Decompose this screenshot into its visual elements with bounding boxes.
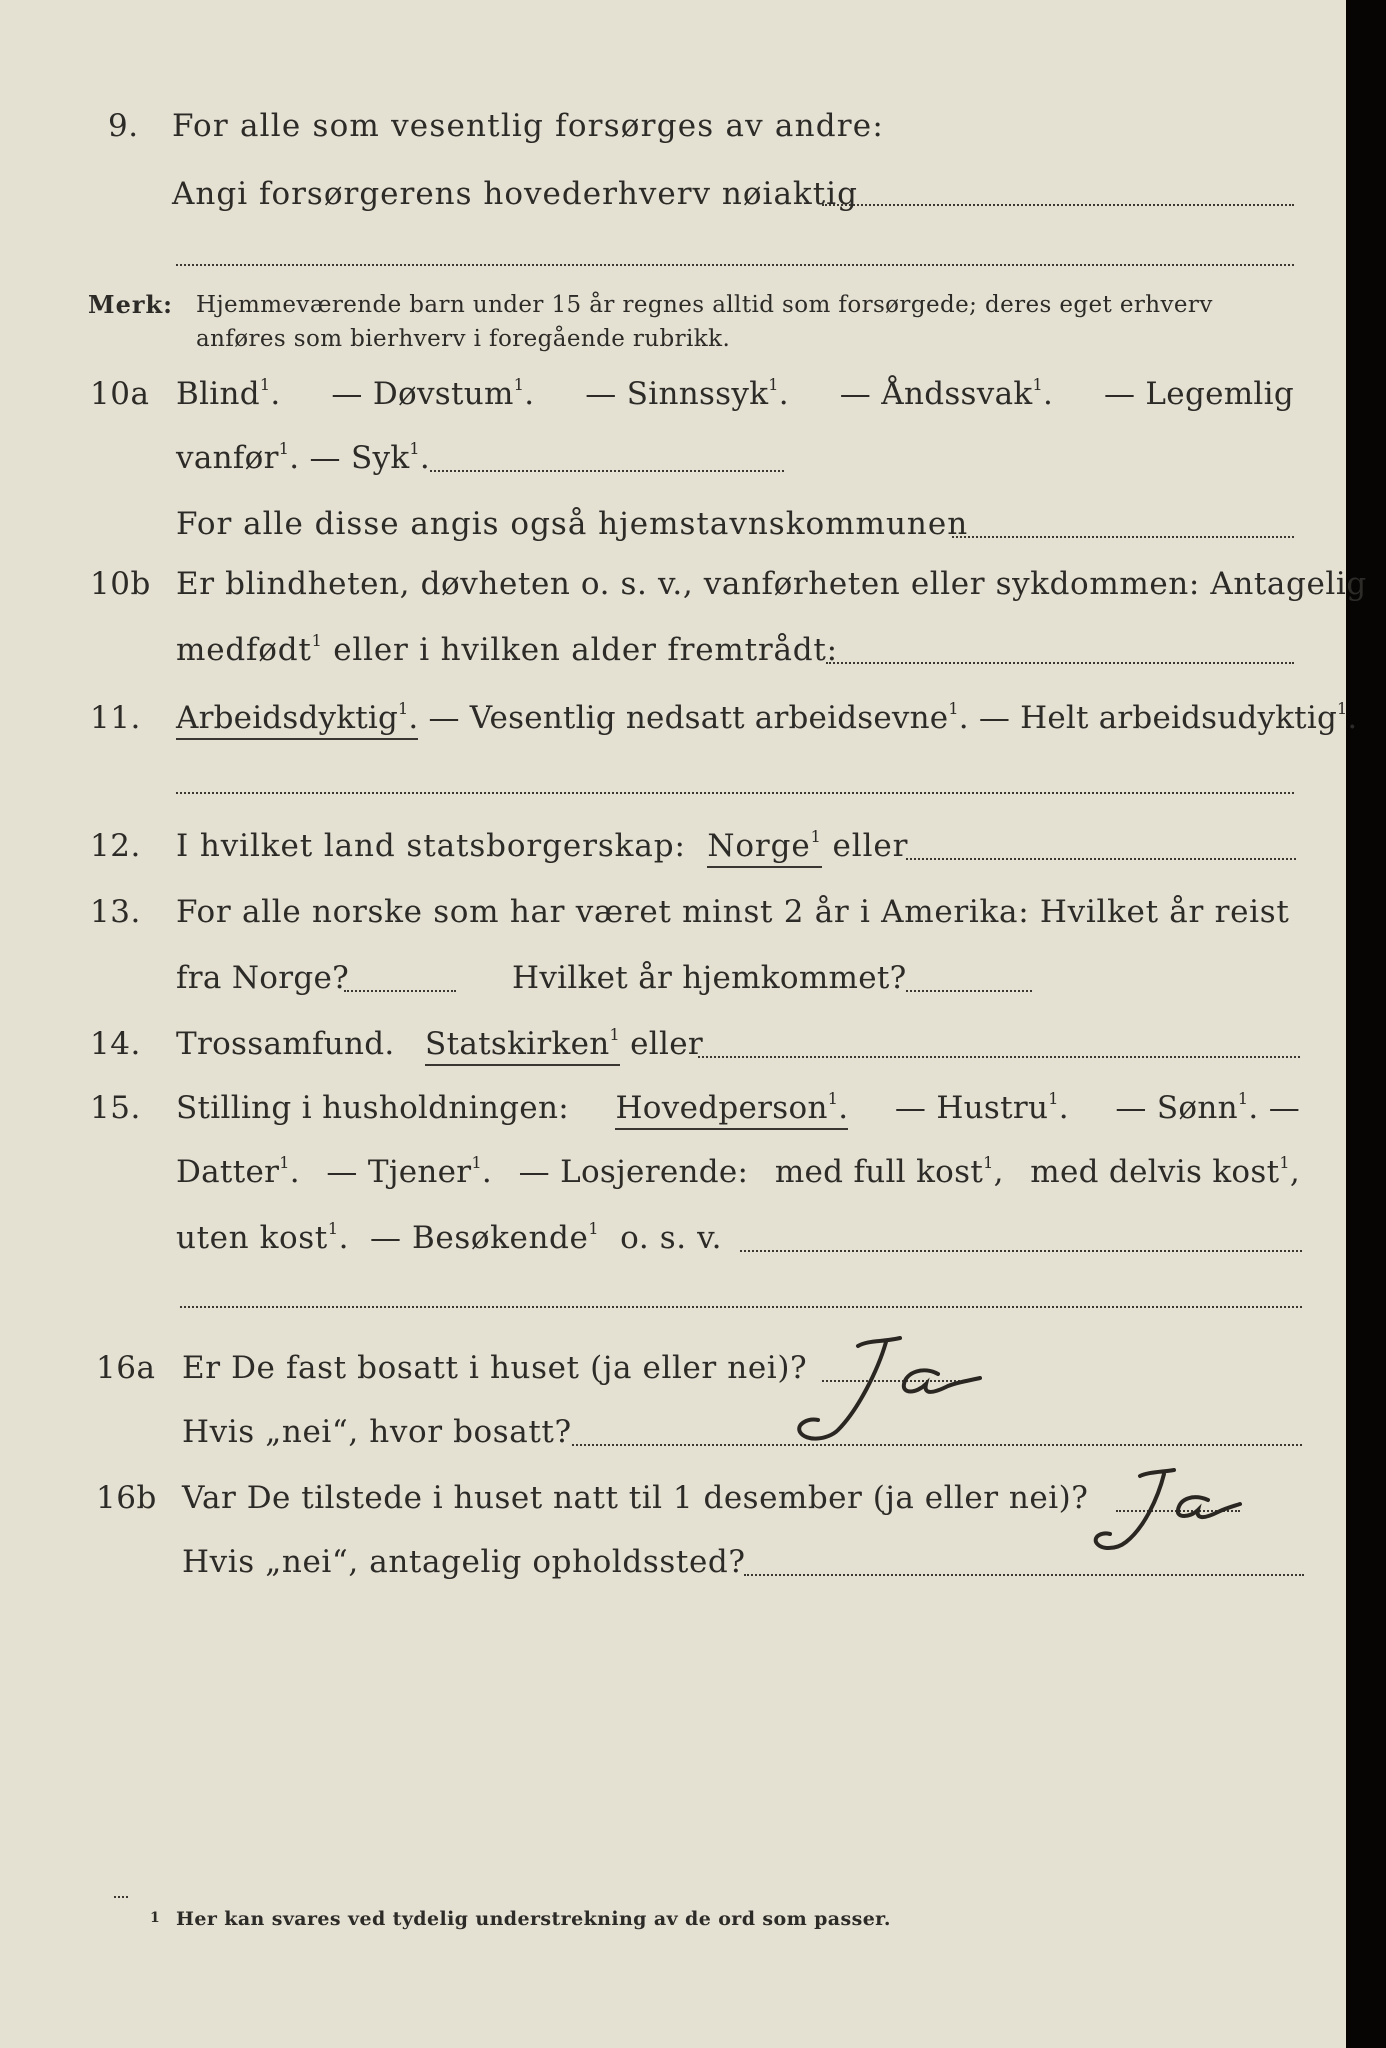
opt-andssvak: — Åndssvak$^1$.: [839, 375, 1054, 412]
q16b-line2: Hvis „nei“, antagelig opholdssted?: [182, 1544, 746, 1580]
q10a-row3: [0, 506, 1346, 562]
q12-row: [0, 828, 1346, 884]
q11-extra-line: [176, 792, 1294, 794]
merk-label: Merk:: [88, 290, 173, 319]
q16b-opholdssted-line: [744, 1574, 1304, 1576]
q10a-number: 10a: [90, 376, 150, 412]
q11-row: [0, 699, 1358, 756]
q11-number: 11.: [90, 700, 141, 736]
q10a-row1: [0, 376, 1346, 432]
q15-line1: Stilling i husholdningen: Hovedperson$^1$. — Hustru$^1$. — Sønn$^1$. —: [176, 1090, 1300, 1130]
footnote-rule: [114, 1896, 128, 1898]
opt-sinnssyk: — Sinnssyk$^1$.: [585, 375, 789, 412]
q10a-vanfor-syk: vanfør$^1$. — Syk$^1$.: [176, 439, 431, 476]
opt-blind: Blind$^1$.: [176, 375, 281, 412]
q16a-row1: [0, 1350, 1346, 1406]
q13-hjemkommet-line: [906, 990, 1032, 992]
q16a-number: 16a: [96, 1350, 156, 1386]
q12-selected-norge: Norge$^1$: [707, 828, 821, 868]
q10a-line3: For alle disse angis også hjemstavnskommunen: [176, 506, 969, 542]
q15-extra-line: [180, 1306, 1302, 1308]
q15-row3: [0, 1220, 1346, 1276]
q9-number: 9.: [108, 108, 139, 144]
q15-line2: Datter$^1$. — Tjener$^1$. — Losjerende: med full kost$^1$, med delvis kost$^1$,: [176, 1153, 1300, 1190]
opt-dovstum: — Døvstum$^1$.: [331, 375, 535, 412]
q13-reist-line: [344, 990, 456, 992]
q14-answer-line: [698, 1056, 1300, 1058]
opt-legemlig: — Legemlig: [1103, 376, 1294, 412]
q9-answer-line: [822, 204, 1294, 206]
merk-line1: Hjemmeværende barn under 15 år regnes alltid som forsørgede; deres eget erhverv: [196, 292, 1213, 318]
q10a-syk-line: [430, 470, 784, 472]
q9-extra-line: [176, 264, 1294, 266]
q12-text: I hvilket land statsborgerskap: Norge$^1$ eller: [176, 828, 908, 864]
q12-answer-line: [906, 858, 1296, 860]
q16a-line2: Hvis „nei“, hvor bosatt?: [182, 1414, 572, 1450]
q16a-bosatt-line: [572, 1444, 1302, 1446]
q16a-line1: Er De fast bosatt i huset (ja eller nei)?: [182, 1350, 808, 1386]
q9-line1: For alle som vesentlig forsørges av andre:: [172, 108, 884, 144]
q13-line1: For alle norske som har været minst 2 år i Amerika: Hvilket år reist: [176, 894, 1290, 930]
q13-row2: [0, 960, 1346, 1016]
footnote-text: Her kan svares ved tydelig understrekning av de ord som passer.: [176, 1908, 891, 1930]
q11-options: Arbeidsdyktig$^1$. — Vesentlig nedsatt arbeidsevne$^1$. — Helt arbeidsudyktig$^1$.: [176, 700, 1357, 736]
q10b-number: 10b: [90, 566, 151, 602]
q13-number: 13.: [90, 894, 141, 930]
q10a-row2: [0, 440, 1346, 496]
q10b-answer-line: [826, 662, 1294, 664]
q9-line2: Angi forsørgerens hovederhverv nøiaktig: [172, 176, 858, 212]
q16b-line1: Var De tilstede i huset natt til 1 desember (ja eller nei)?: [182, 1480, 1089, 1516]
q15-row1: [0, 1090, 1346, 1146]
q13-line2b: Hvilket år hjemkommet?: [512, 960, 907, 996]
footnote-mark: 1: [150, 1910, 161, 1926]
q14-text: Trossamfund. Statskirken$^1$ eller: [176, 1026, 703, 1062]
q10b-row1: [0, 566, 1367, 622]
q10a-options: [176, 376, 1294, 412]
q16b-row2: [0, 1544, 1346, 1600]
q12-number: 12.: [90, 828, 141, 864]
q9-row2: [0, 176, 1346, 232]
q10a-kommune-line: [952, 536, 1294, 538]
q15-row2: [0, 1154, 1346, 1210]
q14-row: [0, 1026, 1346, 1082]
q15-answer-line: [740, 1250, 1302, 1252]
q15-line3: uten kost$^1$. — Besøkende$^1$ o. s. v.: [176, 1219, 723, 1256]
q15-number: 15.: [90, 1090, 141, 1126]
q16b-number: 16b: [96, 1480, 157, 1516]
q10b-row2: [0, 632, 1346, 688]
q10b-line1: Er blindheten, døvheten o. s. v., vanførheten eller sykdommen: Antagelig: [176, 566, 1367, 602]
q14-number: 14.: [90, 1026, 141, 1062]
q11-selected-arbeidsdyktig: Arbeidsdyktig$^1$.: [176, 700, 418, 740]
q15-selected-hovedperson: Hovedperson$^1$.: [615, 1090, 848, 1130]
merk-line2: anføres som bierhverv i foregående rubrikk.: [196, 326, 731, 352]
q10b-line2: medfødt$^1$ eller i hvilken alder fremtrådt:: [176, 631, 838, 668]
q14-selected-statskirken: Statskirken$^1$: [425, 1026, 620, 1066]
q13-row1: [0, 894, 1346, 950]
q9-row: [0, 108, 1346, 164]
q13-line2a: fra Norge?: [176, 960, 350, 996]
